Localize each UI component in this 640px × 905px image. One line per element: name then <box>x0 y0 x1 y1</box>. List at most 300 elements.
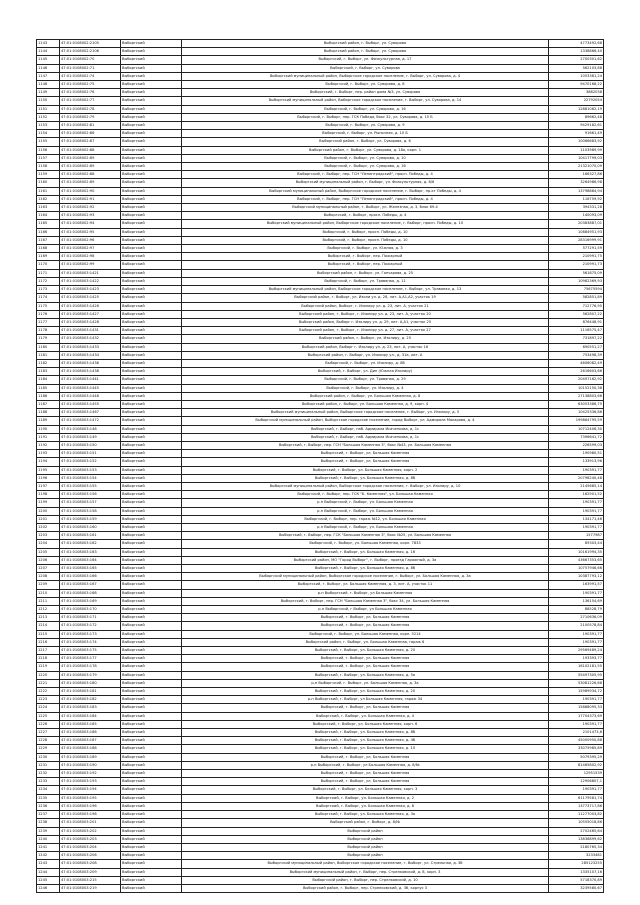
district-cell: Выборгский <box>121 64 182 72</box>
table-row <box>37 458 604 466</box>
table-row <box>37 663 604 671</box>
row-number-cell: 1165 <box>37 220 60 228</box>
table-row <box>37 253 604 261</box>
cadastral-number-cell: 47:01:0108003:195 <box>60 794 121 802</box>
cadastral-value-cell: 61179581,74 <box>549 794 604 802</box>
cadastral-value-cell: 190391,77 <box>549 638 604 646</box>
address-cell: Выборгский муниципальный район, Выборгское городское поселение, г. Выборг, ул. Большая Каменная, д. 3а <box>182 573 549 581</box>
cadastral-value-cell: 10757946,66 <box>549 565 604 573</box>
district-cell: Выборгский <box>121 573 182 581</box>
district-cell: Выборгский <box>121 720 182 728</box>
cadastral-value-cell: 12906807,1 <box>549 778 604 786</box>
cadastral-number-cell: 47:01:0108002:79 <box>60 113 121 121</box>
cadastral-number-cell: 47:01:0108003:1425 <box>60 294 121 302</box>
cadastral-number-cell: 47:01:0108002:74 <box>60 72 121 80</box>
table-row <box>37 81 604 89</box>
cadastral-number-cell: 47:01:0108003:183 <box>60 704 121 712</box>
district-cell: Выборгский <box>121 802 182 810</box>
district-cell: Выборгский <box>121 113 182 121</box>
cadastral-number-cell: 47:01:0108002:98 <box>60 253 121 261</box>
cadastral-value-cell: 21321070,09 <box>549 163 604 171</box>
district-cell: Выборгский <box>121 81 182 89</box>
address-cell: Выборгский, г. Выборг, ул. Южная, д. 3 <box>182 245 549 253</box>
cadastral-value-cell: 193393,77 <box>549 655 604 663</box>
district-cell: Выборгский <box>121 737 182 745</box>
cadastral-number-cell: 47:01:0108003:181 <box>60 688 121 696</box>
cadastral-value-cell: 285123255 <box>549 860 604 868</box>
cadastral-number-cell: 47:01:0108003:198 <box>60 811 121 819</box>
address-cell: Выборгский район, г. Выборг, ул. Большая Каменная, гараж 6 <box>182 638 549 646</box>
cadastral-number-cell: 47:01:0108003:1421 <box>60 269 121 277</box>
address-cell: Выборгский, г. Выборг, ул. Большая Каменная <box>182 770 549 778</box>
table-row <box>37 425 604 433</box>
table-row <box>37 638 604 646</box>
row-number-cell: 1147 <box>37 72 60 80</box>
cadastral-value-cell: 55497305,95 <box>549 671 604 679</box>
address-cell: р-н Выборгский, г. Выборг, ул. Большая Каменная <box>182 507 549 515</box>
cadastral-number-cell: 47:01:0108003:166 <box>60 573 121 581</box>
address-cell: Выборгский, г. Выборг, ул. Суворова, д. 1б <box>182 163 549 171</box>
cadastral-value-cell: 13773717,86 <box>549 802 604 810</box>
row-number-cell: 1174 <box>37 294 60 302</box>
row-number-cell: 1210 <box>37 589 60 597</box>
cadastral-number-cell: 47:01:0108003:168 <box>60 589 121 597</box>
row-number-cell: 1163 <box>37 204 60 212</box>
cadastral-number-cell: 47:01:0108003:184 <box>60 712 121 720</box>
cadastral-value-cell: 17704373,69 <box>549 712 604 720</box>
district-cell: Выборгский <box>121 122 182 130</box>
cadastral-value-cell: 16102181,55 <box>549 663 604 671</box>
address-cell: Выборгский, г. Выборг, ул. Суворова, д. 9 <box>182 122 549 130</box>
district-cell: Выборгский <box>121 868 182 876</box>
cadastral-number-cell: 47:01:0108003:175 <box>60 647 121 655</box>
table-row <box>37 236 604 244</box>
row-number-cell: 1180 <box>37 343 60 351</box>
table-row <box>37 523 604 531</box>
table-row <box>37 392 604 400</box>
row-number-cell: 1218 <box>37 655 60 663</box>
cadastral-number-cell: 47:01:0108003:215 <box>60 876 121 884</box>
cadastral-value-cell: 2700301,62 <box>549 56 604 64</box>
row-number-cell: 1190 <box>37 425 60 433</box>
district-cell: Выборгский <box>121 597 182 605</box>
address-cell: Выборгский, г. Выборг, ул. Суворова, д. 16 <box>182 105 549 113</box>
table-row <box>37 466 604 474</box>
district-cell: Выборгский <box>121 195 182 203</box>
address-cell: Выборгский район <box>182 835 549 843</box>
table-row <box>37 195 604 203</box>
cadastral-number-cell: 47:01:0108002:76 <box>60 89 121 97</box>
address-cell: Выборгский, г. Выборг, ул. Большая Каменная, д. 2 <box>182 794 549 802</box>
cadastral-number-cell: 47:01:0108002:78 <box>60 105 121 113</box>
district-cell: Выборгский <box>121 606 182 614</box>
district-cell: Выборгский <box>121 228 182 236</box>
cadastral-number-cell: 47:01:0108003:178 <box>60 663 121 671</box>
district-cell: Выборгский <box>121 187 182 195</box>
table-row <box>37 409 604 417</box>
table-row <box>37 704 604 712</box>
row-number-cell: 1227 <box>37 729 60 737</box>
cadastral-value-cell: 2616603,66 <box>549 368 604 376</box>
cadastral-number-cell: 47:01:0108003:158 <box>60 507 121 515</box>
address-cell: р-н Выборгский, г. Выборг, ул Большая Каменная <box>182 589 549 597</box>
cadastral-value-cell: 3239580,67 <box>549 884 604 892</box>
district-cell: Выборгский <box>121 72 182 80</box>
address-cell: Выборгский район <box>182 852 549 860</box>
table-row <box>37 565 604 573</box>
address-cell: Выборгский, г. Выборг, ул. Травяная, д. 29 <box>182 376 549 384</box>
table-row <box>37 540 604 548</box>
cadastral-value-cell: 10712406,30 <box>549 425 604 433</box>
district-cell: Выборгский <box>121 811 182 819</box>
row-number-cell: 1170 <box>37 261 60 269</box>
table-row <box>37 835 604 843</box>
cadastral-number-cell: 47:01:0108002:71 <box>60 64 121 72</box>
cadastral-number-cell: 47:01:0108002:2105 <box>60 40 121 48</box>
district-cell: Выборгский <box>121 671 182 679</box>
address-cell: Выборгский, г. Выборг, ул. Большая Каменная, д. 8б <box>182 565 549 573</box>
cadastral-value-cell: 10555018,86 <box>549 819 604 827</box>
address-cell: Выборгский, г. Выборг, ул. Большая Каменная, д. 3, лит. А, участок 11 <box>182 581 549 589</box>
cadastral-value-cell: 81465802,92 <box>549 761 604 769</box>
address-cell: Выборгский муниципальный район, Выборгское городское поселение, г. Выборг, пр-кт Победы, д. 4 <box>182 187 549 195</box>
cadastral-value-cell: 20798240,48 <box>549 474 604 482</box>
address-cell: Выборгский район, г. Выборг, ул. Изолиру ул., д. 31а, лит. А <box>182 351 549 359</box>
cadastral-value-cell: 136154,69 <box>549 597 604 605</box>
cadastral-number-cell: 47:01:0108003:154 <box>60 474 121 482</box>
address-cell: Выборгский, г. Выборг, ул. Большая Каменная, д. 8 <box>182 802 549 810</box>
row-number-cell: 1205 <box>37 548 60 556</box>
cadastral-number-cell: 47:01:0108002:93 <box>60 212 121 220</box>
row-number-cell: 1232 <box>37 770 60 778</box>
address-cell: Выборгский муниципальный район, Выборгское городское поселение, г. Выборг, ул. Суворова, д. 4 <box>182 72 549 80</box>
table-row <box>37 318 604 326</box>
cadastral-number-cell: 47:01:0108002:86 <box>60 130 121 138</box>
cadastral-value-cell: 190391,77 <box>549 507 604 515</box>
cadastral-value-cell: 190391,77 <box>549 696 604 704</box>
cadastral-value-table <box>36 39 604 893</box>
row-number-cell: 1153 <box>37 122 60 130</box>
cadastral-value-cell: 190391,77 <box>549 589 604 597</box>
district-cell: Выборгский <box>121 327 182 335</box>
row-number-cell: 1161 <box>37 187 60 195</box>
cadastral-value-cell: 9429182,61 <box>549 122 604 130</box>
district-cell: Выборгский <box>121 277 182 285</box>
address-cell: Выборгский муниципальный район, Выборгское городское поселение, г. Выборг, просп. Победы, д. 10 <box>182 220 549 228</box>
address-cell: Выборгский муниципальный район, Выборгское городское поселение, г. Выборг, ул. Изолиру, д. 10 <box>182 482 549 490</box>
cadastral-number-cell: 47:01:0108002:89 <box>60 163 121 171</box>
district-cell: Выборгский <box>121 343 182 351</box>
cadastral-value-cell: 10152150,38 <box>549 384 604 392</box>
row-number-cell: 1168 <box>37 245 60 253</box>
cadastral-value-cell: 12951539 <box>549 770 604 778</box>
address-cell: Выборгский район, МО "Город Выборг", г. Выборг, проезд Гаражный, д. 3а <box>182 556 549 564</box>
cadastral-number-cell: 47:01:0108003:1427 <box>60 310 121 318</box>
district-cell: Выборгский <box>121 491 182 499</box>
cadastral-number-cell: 47:01:0108003:148 <box>60 425 121 433</box>
cadastral-value-cell: 10417799,03 <box>549 154 604 162</box>
district-cell: Выборгский <box>121 630 182 638</box>
cadastral-value-cell: 1577987 <box>549 532 604 540</box>
cadastral-value-cell: 1338866,40 <box>549 48 604 56</box>
cadastral-number-cell: 47:01:0108003:164 <box>60 556 121 564</box>
cadastral-value-cell: 89662,48 <box>549 113 604 121</box>
table-row <box>37 802 604 810</box>
row-number-cell: 1235 <box>37 794 60 802</box>
cadastral-value-cell: 140093,09 <box>549 212 604 220</box>
district-cell: Выборгский <box>121 704 182 712</box>
row-number-cell: 1204 <box>37 540 60 548</box>
district-cell: Выборгский <box>121 482 182 490</box>
table-row <box>37 417 604 425</box>
cadastral-value-cell: 91661,49 <box>549 130 604 138</box>
cadastral-value-cell: 2710636,09 <box>549 614 604 622</box>
cadastral-number-cell: 47:01:0108003:1426 <box>60 302 121 310</box>
row-number-cell: 1212 <box>37 606 60 614</box>
table-row <box>37 597 604 605</box>
address-cell: Выборгский, г. Выборг, ул. Большая Каменная, д. 4 <box>182 712 549 720</box>
table-row <box>37 163 604 171</box>
address-cell: Выборгский район, г. Выборг, пер. Стрелковский, д. 10 <box>182 876 549 884</box>
address-cell: Выборгский, г. Выборг, ул. Большая Каменная, д. 5а <box>182 671 549 679</box>
cadastral-number-cell: 47:01:0108003:190 <box>60 761 121 769</box>
address-cell: Выборгский муниципальный район, Выборгское городское поселение, город Выборг, ул. Адмирала Макарова, д. 4 <box>182 417 549 425</box>
address-cell: р-н Выборгский, г. Выборг, ул Большая Каменная, гараж 34 <box>182 696 549 704</box>
table-row <box>37 876 604 884</box>
cadastral-value-cell: 13798884,94 <box>549 187 604 195</box>
address-cell: Выборгский район, Выборг г. Изолиру ул. д. 29, лит. А,А1, участок 25 <box>182 318 549 326</box>
district-cell: Выборгский <box>121 253 182 261</box>
address-cell: Выборгский муниципальный район, Выборгское городское поселение, г. Выборг, ул. Суворова, д. 14 <box>182 97 549 105</box>
table-row <box>37 441 604 449</box>
district-cell: Выборгский <box>121 48 182 56</box>
address-cell: Выборгский, г. Выборг, ул. Суворова, д. 10 <box>182 154 549 162</box>
row-number-cell: 1186 <box>37 392 60 400</box>
address-cell: Выборгский район, г. Выборг, д. 8/№ <box>182 819 549 827</box>
address-cell: Выборгский, г. Выборг, просп. Победы, д. 10 <box>182 236 549 244</box>
cadastral-value-cell: 162901,52 <box>549 491 604 499</box>
cadastral-value-cell: 577291,59 <box>549 245 604 253</box>
district-cell: Выборгский <box>121 359 182 367</box>
district-cell: Выборгский <box>121 261 182 269</box>
district-cell: Выборгский <box>121 212 182 220</box>
district-cell: Выборгский <box>121 105 182 113</box>
cadastral-value-cell: 53081226,88 <box>549 679 604 687</box>
cadastral-value-cell: 394331,28 <box>549 204 604 212</box>
row-number-cell: 1217 <box>37 647 60 655</box>
district-cell: Выборгский <box>121 425 182 433</box>
table-row <box>37 171 604 179</box>
district-cell: Выборгский <box>121 236 182 244</box>
row-number-cell: 1208 <box>37 573 60 581</box>
row-number-cell: 1237 <box>37 811 60 819</box>
row-number-cell: 1206 <box>37 556 60 564</box>
district-cell: Выборгский <box>121 515 182 523</box>
row-number-cell: 1203 <box>37 532 60 540</box>
cadastral-number-cell: 47:01:0108003:209 <box>60 868 121 876</box>
address-cell: Выборгский, г. Выборг, ул. Большая Каменная, корп. 5214 <box>182 630 549 638</box>
cadastral-number-cell: 47:01:0108003:165 <box>60 565 121 573</box>
address-cell: Выборгский район, Выборг г. Изолиру ул. д. 23, лит. А, участок 16 <box>182 343 549 351</box>
district-cell: Выборгский <box>121 40 182 48</box>
table-row <box>37 614 604 622</box>
address-cell: Выборгский, г. Выборг, ул. Большая Каменная, д. 20 <box>182 688 549 696</box>
cadastral-value-cell: 4606082,49 <box>549 359 604 367</box>
cadastral-number-cell: 47:01:0108003:1428 <box>60 318 121 326</box>
row-number-cell: 1155 <box>37 138 60 146</box>
address-cell: Выборгский муниципальный район, Выборгское городское поселение, г. Выборг, ул. Травяная, д. 13 <box>182 286 549 294</box>
cadastral-value-cell: 5079395,29 <box>549 753 604 761</box>
cadastral-number-cell: 47:01:0108002:95 <box>60 228 121 236</box>
district-cell: Выборгский <box>121 384 182 392</box>
address-cell: Выборгский район, г. Выборг, ул. Изолиру, д. 25 <box>182 335 549 343</box>
district-cell: Выборгский <box>121 565 182 573</box>
address-cell: Выборгский, г. Выборг, пер. ГСН "Ленинградский", просп. Победы, д. 4 <box>182 171 549 179</box>
table-row <box>37 72 604 80</box>
cadastral-number-cell: 47:01:0108003:1448 <box>60 392 121 400</box>
district-cell: Выборгский <box>121 786 182 794</box>
row-number-cell: 1151 <box>37 105 60 113</box>
row-number-cell: 1159 <box>37 171 60 179</box>
table-row <box>37 220 604 228</box>
table-row <box>37 310 604 318</box>
cadastral-value-cell: 1116575,47 <box>549 327 604 335</box>
table-row <box>37 786 604 794</box>
district-cell: Выборгский <box>121 581 182 589</box>
row-number-cell: 1245 <box>37 876 60 884</box>
cadastral-number-cell: 47:01:0108003:167 <box>60 581 121 589</box>
row-number-cell: 1230 <box>37 753 60 761</box>
address-cell: Выборгский, г. Выборг, ул. Суворова <box>182 64 549 72</box>
row-number-cell: 1158 <box>37 163 60 171</box>
cadastral-value-cell: 1103989,99 <box>549 146 604 154</box>
address-cell: Выборгский, г. Выборг, ул. Большая Каменная, д. 20 <box>182 647 549 655</box>
row-number-cell: 1207 <box>37 565 60 573</box>
cadastral-value-cell: 190391,77 <box>549 786 604 794</box>
cadastral-number-cell: 47:01:0108003:156 <box>60 491 121 499</box>
address-cell: Выборгский район, г. Выборг, ул. Большая Каменная, д. 8 <box>182 392 549 400</box>
cadastral-value-cell: 199864795,59 <box>549 417 604 425</box>
cadastral-value-cell: 163991,57 <box>549 581 604 589</box>
cadastral-number-cell: 47:01:0108002:96 <box>60 236 121 244</box>
address-cell: Выборгский район, г. Выборг, г. Изолиру ул. д. 23, лит. А, участок 20 <box>182 310 549 318</box>
row-number-cell: 1222 <box>37 688 60 696</box>
row-number-cell: 1189 <box>37 417 60 425</box>
cadastral-number-cell: 47:01:0108002:89 <box>60 179 121 187</box>
cadastral-value-cell: 9470168,22 <box>549 81 604 89</box>
cadastral-number-cell: 47:01:0108003:208 <box>60 860 121 868</box>
cadastral-number-cell: 47:01:0108002:75 <box>60 81 121 89</box>
row-number-cell: 1238 <box>37 819 60 827</box>
row-number-cell: 1209 <box>37 581 60 589</box>
cadastral-value-cell: 43667353,65 <box>549 556 604 564</box>
cadastral-value-cell: 226599,03 <box>549 441 604 449</box>
cadastral-number-cell: 47:01:0108003:189 <box>60 753 121 761</box>
address-cell: Выборгский муниципальный район, Выборгское городское поселение, г. Выборг, ул. Стрельная, д. 3б <box>182 860 549 868</box>
cadastral-value-cell: 12881062,19 <box>549 105 604 113</box>
address-cell: Выборгский, г. Выборг, ул. Большая Каменная, д. 3а <box>182 811 549 819</box>
cadastral-value-cell: 29569489,24 <box>549 647 604 655</box>
cadastral-number-cell: 47:01:0108002:97 <box>60 245 121 253</box>
district-cell: Выборгский <box>121 843 182 851</box>
address-cell: Выборгский, г. Выборг, ул. Большая Каменная, д. 8б <box>182 474 549 482</box>
cadastral-value-cell: 712776,95 <box>549 302 604 310</box>
district-cell: Выборгский <box>121 97 182 105</box>
row-number-cell: 1148 <box>37 81 60 89</box>
district-cell: Выборгский <box>121 171 182 179</box>
cadastral-number-cell: 47:01:0108002:81 <box>60 122 121 130</box>
address-cell: Выборгский район, г. Выборг, ул. Суворова <box>182 48 549 56</box>
cadastral-value-cell: 10387793,12 <box>549 573 604 581</box>
cadastral-number-cell: 47:01:0108003:201 <box>60 819 121 827</box>
cadastral-number-cell: 47:01:0108003:170 <box>60 606 121 614</box>
row-number-cell: 1166 <box>37 228 60 236</box>
table-row <box>37 359 604 367</box>
address-cell: Выборгский, г. Выборг, ул. Большая Каменная, корп. 6 <box>182 720 549 728</box>
cadastral-value-cell: 3233481 <box>549 852 604 860</box>
cadastral-number-cell: 47:01:0108003:192 <box>60 770 121 778</box>
address-cell: Выборгский, г. Выборг, просп. Победы, д. 10 <box>182 228 549 236</box>
address-cell: р-н Выборгский, г. Выборг, ул. Большая Каменная, д. 3а <box>182 679 549 687</box>
cadastral-number-cell: 47:01:0108003:173 <box>60 630 121 638</box>
address-cell: Выборгский, г. Выборг, ул. Большая Каменная, д. 16 <box>182 548 549 556</box>
cadastral-number-cell: 47:01:0108003:151 <box>60 450 121 458</box>
cadastral-number-cell: 47:01:0108003:1436 <box>60 359 121 367</box>
cadastral-number-cell: 47:01:0108003:1434 <box>60 351 121 359</box>
row-number-cell: 1187 <box>37 400 60 408</box>
cadastral-value-cell: 876448,91 <box>549 318 604 326</box>
row-number-cell: 1160 <box>37 179 60 187</box>
district-cell: Выборгский <box>121 499 182 507</box>
row-number-cell: 1191 <box>37 433 60 441</box>
cadastral-value-cell: 20383887,01 <box>549 220 604 228</box>
row-number-cell: 1213 <box>37 614 60 622</box>
cadastral-number-cell: 47:01:0108002:94 <box>60 220 121 228</box>
cadastral-number-cell: 47:01:0108003:203 <box>60 835 121 843</box>
table-row <box>37 720 604 728</box>
district-cell: Выборгский <box>121 302 182 310</box>
row-number-cell: 1164 <box>37 212 60 220</box>
cadastral-value-cell: 731897,22 <box>549 335 604 343</box>
row-number-cell: 1214 <box>37 622 60 630</box>
table-row <box>37 515 604 523</box>
table-row <box>37 294 604 302</box>
address-cell: Выборгский, г. Выборг, пер. гараж №12, ул. Большая Каменная <box>182 515 549 523</box>
table-row <box>37 384 604 392</box>
address-cell: Выборгский, г. Выборг, наб. Адмирала Исаченкова, д. 1с <box>182 433 549 441</box>
district-cell: Выборгский <box>121 245 182 253</box>
table-row <box>37 286 604 294</box>
row-number-cell: 1223 <box>37 696 60 704</box>
cadastral-number-cell: 47:01:0108003:1423 <box>60 286 121 294</box>
row-number-cell: 1199 <box>37 499 60 507</box>
row-number-cell: 1143 <box>37 40 60 48</box>
address-cell: р-н Выборгский, г Выборг, ул Большая Каменная <box>182 606 549 614</box>
address-cell: Выборгский, г. Выборг, ул. Большая Каменная <box>182 663 549 671</box>
row-number-cell: 1157 <box>37 154 60 162</box>
district-cell: Выборгский <box>121 745 182 753</box>
row-number-cell: 1175 <box>37 302 60 310</box>
district-cell: Выборгский <box>121 622 182 630</box>
table-row <box>37 671 604 679</box>
cadastral-number-cell: 47:01:0108003:1432 <box>60 335 121 343</box>
district-cell: Выборгский <box>121 852 182 860</box>
address-cell: Выборгский муниципальный район, Выборгское городское поселение, г. Выборг, ул. Изолиру, д. 5 <box>182 409 549 417</box>
cadastral-number-cell: 47:01:0108003:1422 <box>60 277 121 285</box>
cadastral-number-cell: 47:01:0108003:159 <box>60 515 121 523</box>
cadastral-number-cell: 47:01:0108003:182 <box>60 696 121 704</box>
row-number-cell: 1146 <box>37 64 60 72</box>
